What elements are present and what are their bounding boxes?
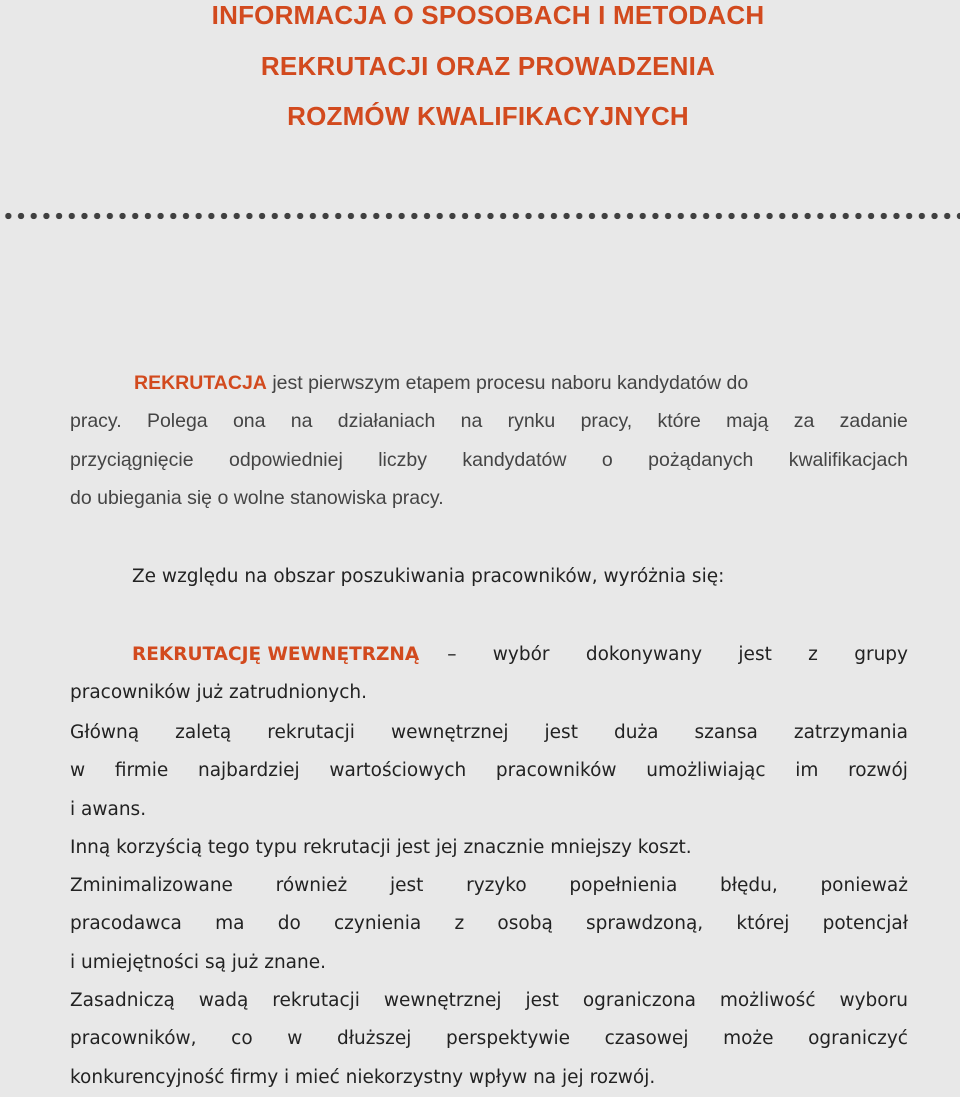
distinction-paragraph xyxy=(70,558,908,596)
dotted-divider xyxy=(2,212,960,220)
risk-line-2: pracodawca ma do czynienia z osobą sprawdzoną, której potencjał xyxy=(70,913,908,935)
risk-paragraph xyxy=(70,867,908,982)
disadvantage-paragraph xyxy=(70,982,908,1097)
intro-line-3: przyciągnięcie odpowiedniej liczby kandydatów o pożądanych kwalifikacjach xyxy=(70,448,908,471)
internal-recruitment-paragraph xyxy=(70,636,908,713)
distinction-text: Ze względu na obszar poszukiwania pracowników, wyróżnia się: xyxy=(132,566,725,587)
risk-line-1: Zminimalizowane również jest ryzyko popełnienia błędu, ponieważ xyxy=(70,875,908,896)
title-line-3: ROZMÓW KWALIFIKACYJNYCH xyxy=(287,101,689,131)
recruitment-keyword: REKRUTACJA xyxy=(134,372,267,394)
intro-paragraph xyxy=(70,364,908,517)
title-line-2: REKRUTACJI ORAZ PROWADZENIA xyxy=(260,51,716,81)
disadvantage-line-2: pracowników, co w dłuższej perspektywie czasowej może ograniczyć xyxy=(70,1028,908,1050)
advantage-paragraph xyxy=(70,714,908,829)
cost-text: Inną korzyścią tego typu rekrutacji jest jej znacznie mniejszy koszt. xyxy=(70,837,692,858)
risk-line-3: i umiejętności są już znane. xyxy=(70,951,327,973)
advantage-line-1: Główną zaletą rekrutacji wewnętrznej jest duża szansa zatrzymania xyxy=(70,722,908,743)
advantage-line-3: i awans. xyxy=(70,798,147,820)
title-line-1: INFORMACJA O SPOSOBACH I METODACH xyxy=(211,0,765,30)
intro-line-4: do ubiegania się o wolne stanowiska pracy. xyxy=(70,486,444,509)
intro-line-1: jest pierwszym etapem procesu naboru kandydatów do xyxy=(266,372,749,394)
internal-line-1: REKRUTACJĘ WEWNĘTRZNĄ – wybór dokonywany jest z grupy xyxy=(70,636,908,674)
disadvantage-line-3: konkurencyjność firmy i mieć niekorzystny wpływ na jej rozwój. xyxy=(70,1066,656,1088)
cost-paragraph xyxy=(70,829,908,867)
internal-line-2: pracowników już zatrudnionych. xyxy=(70,682,368,704)
advantage-line-2: w firmie najbardziej wartościowych pracowników umożliwiając im rozwój xyxy=(70,760,908,782)
disadvantage-line-1: Zasadniczą wadą rekrutacji wewnętrznej jest ograniczona możliwość wyboru xyxy=(70,990,908,1011)
internal-recruitment-keyword: REKRUTACJĘ WEWNĘTRZNĄ xyxy=(132,644,420,665)
intro-line-2: pracy. Polega ona na działaniach na rynku pracy, które mają za zadanie xyxy=(70,410,908,433)
